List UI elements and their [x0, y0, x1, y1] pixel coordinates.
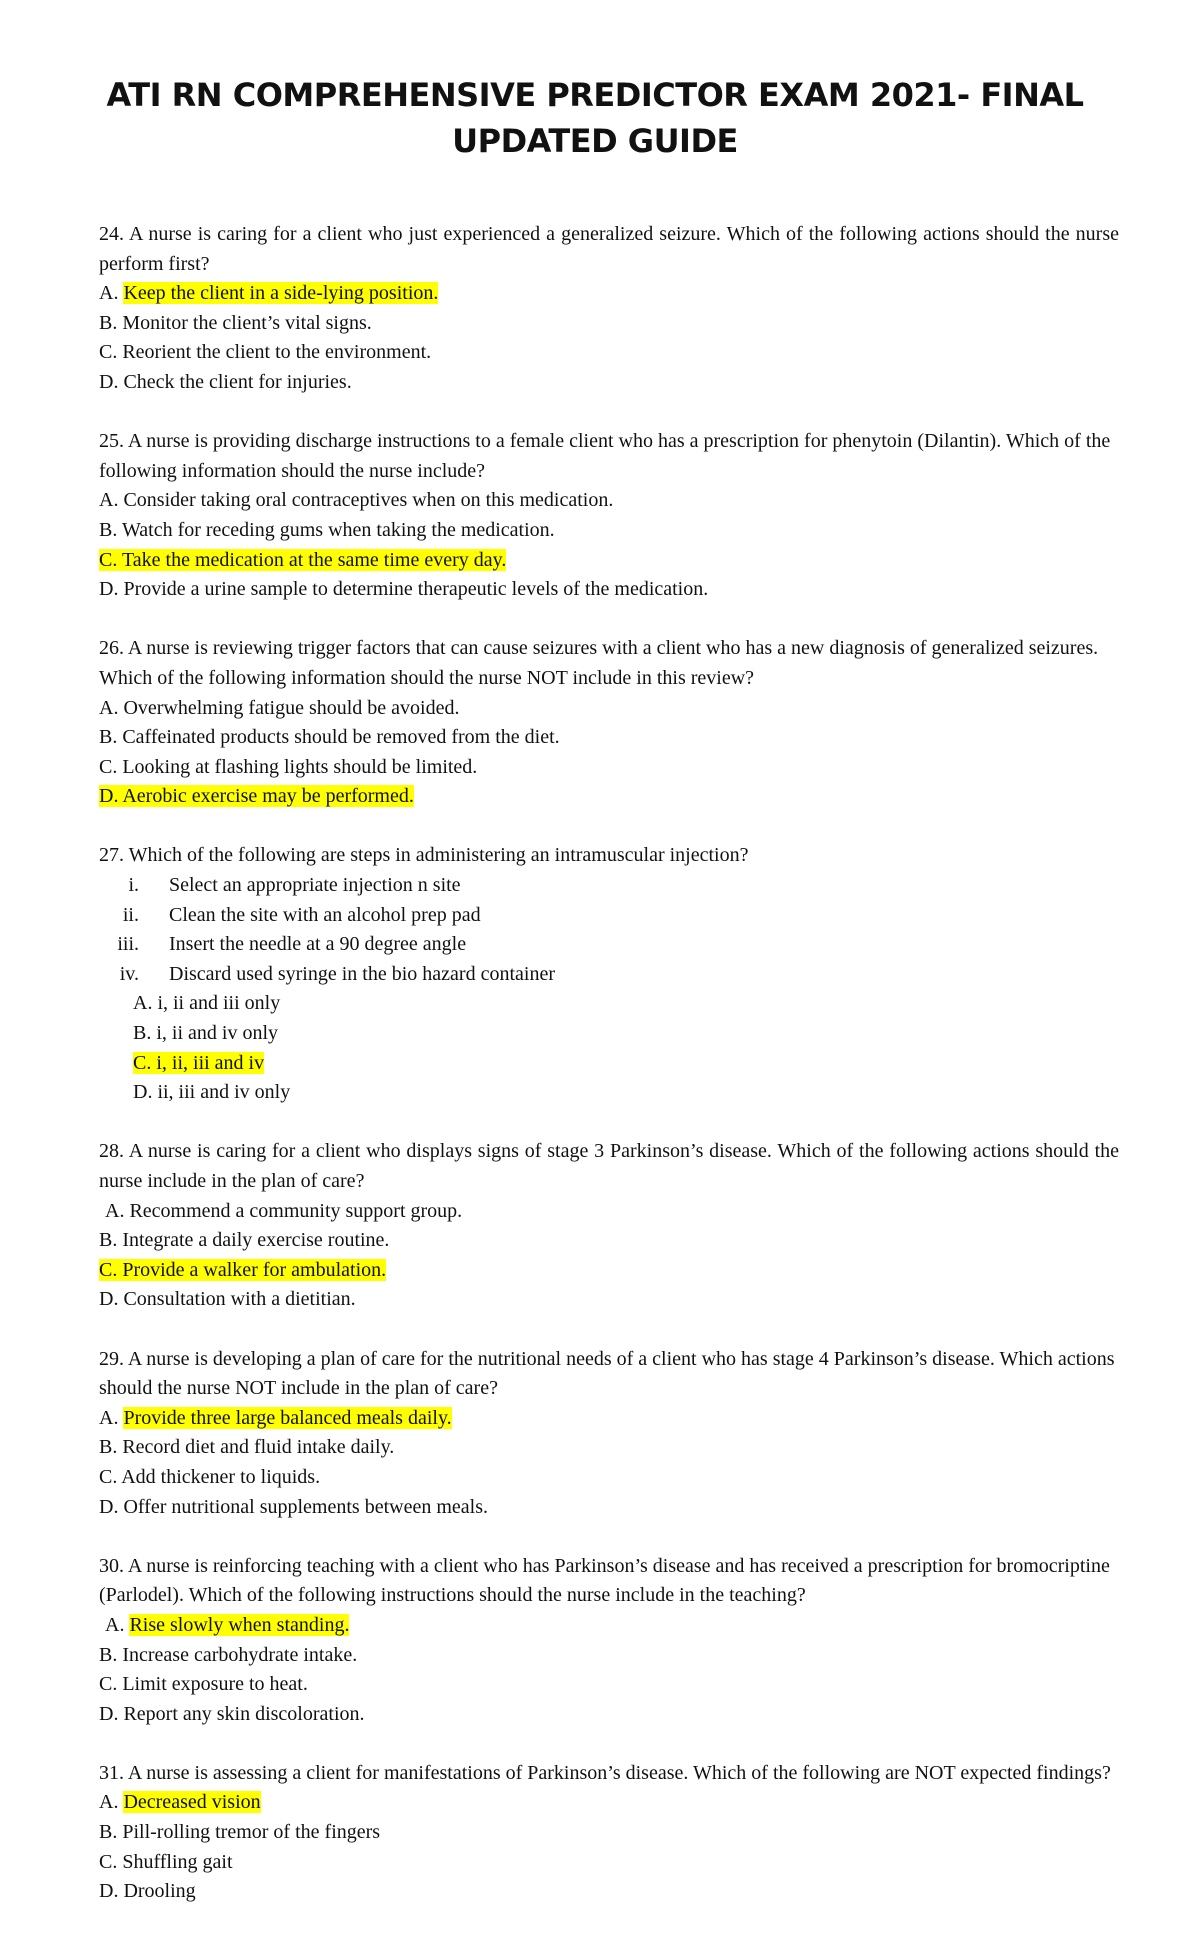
- answer-option-b: B. Integrate a daily exercise routine.: [99, 1229, 390, 1252]
- question-30: [99, 1552, 1119, 1730]
- answer-option-a: A. Overwhelming fatigue should be avoided.: [99, 696, 460, 719]
- answer-option-c: C. Reorient the client to the environment.: [99, 341, 432, 364]
- answer-option-d: D. Check the client for injuries.: [99, 370, 352, 393]
- question-list: [99, 220, 1119, 1936]
- answer-option-c: [99, 1049, 1119, 1079]
- answer-option-a: A. i, ii and iii only: [133, 992, 281, 1015]
- answer-option-a: [99, 1788, 1119, 1818]
- title-line-1: ATI RN COMPREHENSIVE PREDICTOR EXAM 2021- FINAL: [106, 76, 1084, 114]
- answer-option-a: A. Consider taking oral contraceptives when on this medication.: [99, 489, 614, 512]
- option-letter: A.: [99, 1791, 124, 1814]
- title-line-2: UPDATED GUIDE: [452, 122, 738, 160]
- answer-option-c: C. Looking at flashing lights should be limited.: [99, 755, 478, 778]
- option-letter: A.: [105, 1613, 130, 1636]
- highlighted-answer: C. Provide a walker for ambulation.: [99, 1258, 387, 1281]
- highlighted-answer: C. i, ii, iii and iv: [133, 1051, 265, 1074]
- roman-numeral: ii.: [122, 903, 139, 926]
- question-24: [99, 220, 1119, 398]
- answer-option-b: B. Increase carbohydrate intake.: [99, 1643, 358, 1666]
- roman-item-4: [99, 960, 1119, 990]
- answer-option-d: D. Offer nutritional supplements between meals.: [99, 1495, 488, 1518]
- answer-option-d: D. Drooling: [99, 1880, 196, 1903]
- roman-item-2: [99, 901, 1119, 931]
- answer-option-d: D. Provide a urine sample to determine therapeutic levels of the medication.: [99, 578, 709, 601]
- answer-option-c: [99, 546, 1119, 576]
- question-stem: 28. A nurse is caring for a client who displays signs of stage 3 Parkinson’s disease. Which of the following actions should the nurse include in the plan of care?: [99, 1140, 1119, 1192]
- roman-item-text: Select an appropriate injection n site: [169, 874, 461, 897]
- roman-item-3: [99, 930, 1119, 960]
- answer-option-d: D. Consultation with a dietitian.: [99, 1288, 356, 1311]
- highlighted-answer: Decreased vision: [123, 1791, 261, 1814]
- roman-numeral: iv.: [119, 962, 139, 985]
- document-title: [100, 72, 1090, 164]
- highlighted-answer: Provide three large balanced meals daily.: [123, 1406, 452, 1429]
- answer-option-c: C. Add thickener to liquids.: [99, 1465, 321, 1488]
- roman-item-text: Clean the site with an alcohol prep pad: [169, 903, 481, 926]
- answer-option-d: D. ii, iii and iv only: [133, 1081, 291, 1104]
- question-stem: 31. A nurse is assessing a client for manifestations of Parkinson’s disease. Which of the following are NOT expected findings?: [99, 1761, 1111, 1784]
- answer-option-b: B. Watch for receding gums when taking the medication.: [99, 518, 555, 541]
- question-stem: 29. A nurse is developing a plan of care for the nutritional needs of a client who has stage 4 Parkinson’s disease. Which actions should the nurse NOT include in the plan of care?: [99, 1347, 1115, 1400]
- question-29: [99, 1345, 1119, 1523]
- answer-option-a: A. Recommend a community support group.: [105, 1199, 463, 1222]
- answer-option-c: C. Shuffling gait: [99, 1850, 233, 1873]
- question-28: [99, 1137, 1119, 1315]
- answer-option-b: B. Monitor the client’s vital signs.: [99, 311, 372, 334]
- question-stem: 24. A nurse is caring for a client who just experienced a generalized seizure. Which of the following actions should the nurse perform first?: [99, 223, 1119, 275]
- roman-item-text: Insert the needle at a 90 degree angle: [169, 933, 467, 956]
- highlighted-answer: Keep the client in a side-lying position.: [123, 282, 439, 305]
- answer-option-b: B. Record diet and fluid intake daily.: [99, 1436, 395, 1459]
- roman-item-text: Discard used syringe in the bio hazard container: [169, 962, 555, 985]
- roman-numeral: i.: [128, 874, 139, 897]
- answer-option-b: B. Caffeinated products should be removed from the diet.: [99, 726, 560, 749]
- roman-numeral: iii.: [117, 933, 139, 956]
- answer-option-b: B. i, ii and iv only: [133, 1022, 278, 1045]
- highlighted-answer: C. Take the medication at the same time every day.: [99, 548, 507, 571]
- option-letter: A.: [99, 1406, 124, 1429]
- answer-option-b: B. Pill-rolling tremor of the fingers: [99, 1821, 381, 1844]
- answer-option-a: [99, 1404, 1119, 1434]
- question-stem: 27. Which of the following are steps in administering an intramuscular injection?: [99, 844, 749, 867]
- highlighted-answer: D. Aerobic exercise may be performed.: [99, 785, 414, 808]
- roman-item-1: [99, 871, 1119, 901]
- answer-option-d: D. Report any skin discoloration.: [99, 1702, 365, 1725]
- highlighted-answer: Rise slowly when standing.: [129, 1613, 350, 1636]
- question-25: [99, 427, 1119, 605]
- question-31: [99, 1759, 1119, 1907]
- question-stem: 30. A nurse is reinforcing teaching with a client who has Parkinson’s disease and has received a prescription for bromocriptine (Parlodel). Which of the following instructions should the nurse include in the teaching?: [99, 1554, 1110, 1607]
- option-letter: A.: [99, 282, 124, 305]
- question-26: [99, 634, 1119, 812]
- answer-option-d: [99, 782, 1119, 812]
- answer-option-a: [99, 279, 1119, 309]
- answer-option-a: [99, 1611, 1119, 1641]
- answer-option-c: C. Limit exposure to heat.: [99, 1673, 308, 1696]
- question-27: [99, 841, 1119, 1107]
- question-stem: 26. A nurse is reviewing trigger factors that can cause seizures with a client who has a new diagnosis of generalized seizures. Which of the following information should the nurse NOT include in this review?: [99, 637, 1099, 689]
- question-stem: 25. A nurse is providing discharge instructions to a female client who has a prescription for phenytoin (Dilantin). Which of the following information should the nurse include?: [99, 430, 1111, 482]
- answer-option-c: [99, 1256, 1119, 1286]
